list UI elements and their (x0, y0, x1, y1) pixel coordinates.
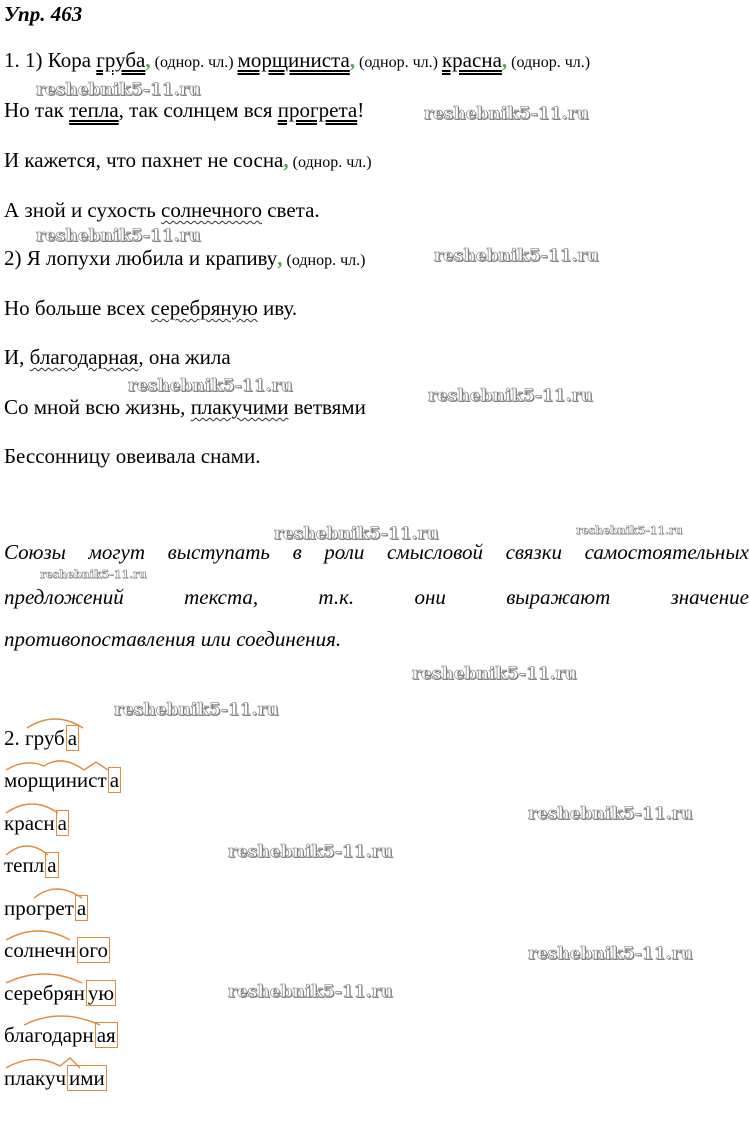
root-arc-icon (4, 886, 84, 898)
stem (4, 811, 55, 835)
note-word: выражают (506, 585, 611, 609)
watermark: reshebnik5-11.ru (228, 982, 393, 1002)
text: Но больше всех (4, 296, 151, 320)
ending-box: ими (69, 1066, 105, 1090)
stem-text: тепл (4, 853, 45, 877)
stem-text: серебрян (4, 981, 85, 1005)
morpheme-word (4, 768, 121, 793)
stem-text: благодарн (4, 1023, 94, 1047)
note-line2 (4, 585, 749, 610)
text: света. (261, 198, 320, 222)
morpheme-word (4, 1066, 107, 1091)
morpheme-word (4, 1023, 118, 1048)
poem2-line4 (4, 395, 366, 420)
text: Бессонницу овеивала снами. (4, 444, 261, 468)
stem (4, 981, 85, 1005)
poem2-line2 (4, 296, 297, 321)
stem-text: морщинист (4, 768, 107, 792)
note-word: выступать (167, 540, 270, 564)
morpheme-word (4, 811, 69, 836)
comma-mark: , (277, 246, 283, 270)
text: 1. 1) Кора (4, 48, 97, 72)
comma-mark: , (283, 148, 289, 172)
ending-box: ого (78, 938, 108, 962)
poem1-line4 (4, 198, 320, 223)
stem-text: плакуч (4, 1066, 67, 1090)
text: , так солнцем вся (118, 98, 278, 122)
stem-text: прогрет (4, 896, 74, 920)
item-number: 2. (4, 726, 25, 750)
text: , она жила (138, 345, 231, 369)
stem (4, 896, 74, 920)
ending-box: а (76, 896, 87, 920)
note-word: роли (324, 540, 365, 564)
predicate-word: груба (96, 48, 146, 72)
poem1-line1 (4, 48, 590, 73)
ending-box: ую (87, 981, 115, 1005)
note-line3: противопоставления или соединения. (4, 627, 342, 651)
note-label: (однор. чл.) (282, 252, 366, 269)
poem2-line1 (4, 246, 365, 271)
stem (4, 853, 44, 877)
note-word: смысловой (386, 540, 484, 564)
note-label: (однор. чл.) (288, 154, 372, 171)
watermark: reshebnik5-11.ru (434, 246, 599, 266)
morpheme-word (4, 896, 88, 921)
comma-mark: , (349, 48, 356, 72)
stem (4, 1023, 94, 1047)
note-word: т.к. (318, 585, 355, 609)
root-arc-icon (4, 928, 86, 940)
watermark: reshebnik5-11.ru (36, 226, 201, 246)
note-word: они (414, 585, 446, 609)
note-word: текста, (184, 585, 259, 609)
note-label: (однор. чл.) (150, 54, 238, 71)
text: ! (357, 98, 365, 122)
root-arc-icon (25, 716, 85, 728)
stem (4, 768, 107, 792)
predicate-word: красна (441, 48, 502, 72)
ending-box: а (57, 811, 67, 835)
poem2-line3 (4, 345, 231, 370)
text: И, (4, 345, 30, 369)
attribute-word: благодарная (29, 345, 139, 369)
watermark: reshebnik5-11.ru (128, 376, 293, 396)
watermark: reshebnik5-11.ru (428, 386, 593, 406)
note-word: предложений (4, 585, 124, 609)
text: 2) Я лопухи любила и крапиву (4, 246, 278, 270)
stem-text: груб (25, 726, 65, 750)
note-word: в (292, 540, 302, 564)
poem2-line5 (4, 444, 260, 469)
watermark: reshebnik5-11.ru (576, 524, 683, 537)
watermark: reshebnik5-11.ru (424, 104, 589, 124)
predicate-word: прогрета (277, 98, 358, 122)
note-label: (однор. чл.) (355, 54, 442, 71)
text: Но так (4, 98, 70, 122)
morpheme-word (4, 981, 116, 1006)
watermark: reshebnik5-11.ru (528, 944, 693, 964)
text: И кажется, что пахнет не сосна (4, 148, 284, 172)
poem1-line3 (4, 148, 372, 173)
predicate-word: тепла (69, 98, 119, 122)
text: иву. (257, 296, 298, 320)
note-word: связки (505, 540, 563, 564)
root-arc-icon (4, 1056, 80, 1068)
watermark: reshebnik5-11.ru (40, 568, 147, 581)
comma-mark: , (501, 48, 508, 72)
root-arc-icon (4, 843, 50, 855)
text: ветвями (288, 395, 366, 419)
ending-box: а (47, 853, 57, 877)
stem-text: солнечн (4, 938, 76, 962)
attribute-word: серебряную (150, 296, 258, 320)
text: А зной и сухость (4, 198, 162, 222)
note-word: самостоятельных (584, 540, 749, 564)
watermark: reshebnik5-11.ru (528, 804, 693, 824)
ending-box: а (67, 726, 78, 750)
attribute-word: солнечного (161, 198, 262, 222)
ending-box: а (109, 768, 120, 792)
note-word: могут (88, 540, 146, 564)
ending-box: ая (96, 1023, 116, 1047)
morpheme-word (4, 938, 110, 963)
attribute-word: плакучими (190, 395, 289, 419)
watermark: reshebnik5-11.ru (412, 664, 577, 684)
text: Со мной всю жизнь, (4, 395, 191, 419)
stem (25, 726, 65, 750)
root-arc-icon (4, 1013, 110, 1025)
root-arc-icon (4, 758, 120, 770)
morpheme-word (4, 853, 59, 878)
root-arc-icon (4, 971, 100, 983)
stem (4, 938, 76, 962)
watermark: reshebnik5-11.ru (274, 524, 439, 544)
predicate-word: морщиниста (237, 48, 350, 72)
poem1-line2 (4, 98, 364, 123)
note-label: (однор. чл.) (507, 54, 591, 71)
watermark: reshebnik5-11.ru (228, 842, 393, 862)
stem-text: красн (4, 811, 55, 835)
watermark: reshebnik5-11.ru (36, 80, 201, 100)
note-word: Союзы (4, 540, 66, 564)
note-word: значение (670, 585, 749, 609)
exercise-title: Упр. 463 (4, 2, 83, 26)
root-arc-icon (4, 801, 60, 813)
watermark: reshebnik5-11.ru (114, 700, 279, 720)
morpheme-word (4, 726, 79, 751)
stem (4, 1066, 66, 1090)
comma-mark: , (145, 48, 151, 72)
